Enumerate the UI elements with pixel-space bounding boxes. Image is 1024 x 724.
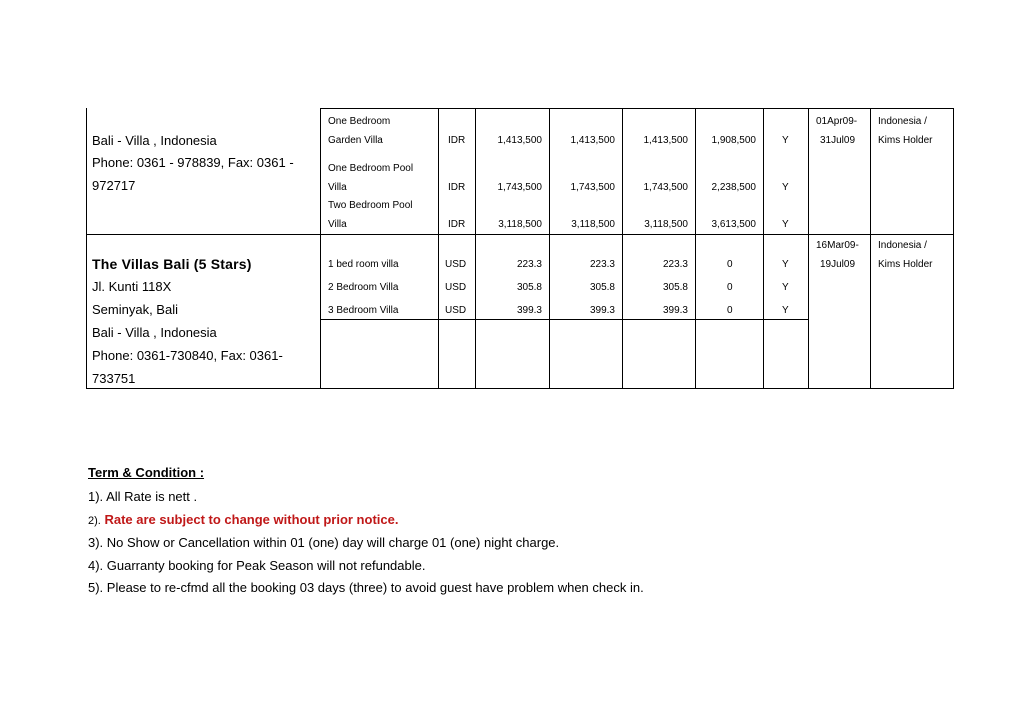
rate-cell: 1,413,500 [497,135,542,146]
hotel2-phone: Phone: 0361-730840, Fax: 0361- [92,348,283,363]
rate-cell: 305.8 [662,282,688,293]
column-divider [320,108,321,388]
rate-cell: 3,613,500 [711,219,756,230]
column-divider [438,108,439,388]
column-divider [549,108,550,388]
terms-item-highlight: Rate are subject to change without prior notice. [104,512,399,527]
hotel2-address: Jl. Kunti 118X [92,279,172,294]
currency: USD [445,259,467,270]
room-name: Villa [328,219,347,230]
hotel2-period-start: 16Mar09- [816,240,859,251]
room-name: 3 Bedroom Villa [328,305,399,316]
row-divider [86,234,954,235]
rate-cell: 223.3 [662,259,688,270]
table-border-right [953,108,954,388]
flag-cell: Y [782,282,789,293]
terms-item-number: 2). [88,515,101,527]
hotel1-market-cont: Kims Holder [878,135,933,146]
rate-cell: 1,743,500 [497,182,542,193]
rate-cell: 399.3 [589,305,615,316]
flag-cell: Y [782,305,789,316]
column-divider [475,108,476,388]
room-name: One Bedroom Pool [328,163,414,174]
flag-cell: Y [782,219,789,230]
terms-item: 4). Guarranty booking for Peak Season will not refundable. [88,558,426,573]
room-name: Villa [328,182,347,193]
hotel2-location: Bali - Villa , Indonesia [92,325,217,340]
rate-cell: 0 [727,259,733,270]
column-divider [695,108,696,388]
rate-cell: 3,118,500 [644,219,688,230]
rate-cell: 399.3 [516,305,542,316]
room-name: Two Bedroom Pool [328,200,413,211]
currency: IDR [448,182,466,193]
room-name: 1 bed room villa [328,259,399,270]
rate-cell: 1,908,500 [711,135,756,146]
row-divider [320,108,954,109]
currency: USD [445,305,467,316]
rate-cell: 223.3 [516,259,542,270]
column-divider [763,108,764,388]
rate-cell: 223.3 [589,259,615,270]
rate-cell: 1,743,500 [643,182,688,193]
flag-cell: Y [782,259,789,270]
flag-cell: Y [782,182,789,193]
column-divider [622,108,623,388]
rate-cell: 1,413,500 [643,135,688,146]
rate-cell: 3,118,500 [571,219,615,230]
table-border-left [86,108,87,388]
hotel1-phone: Phone: 0361 - 978839, Fax: 0361 - [92,155,294,170]
rate-cell: 399.3 [662,305,688,316]
hotel1-phone-cont: 972717 [92,178,136,193]
hotel2-market-cont: Kims Holder [878,259,933,270]
column-divider [808,108,809,388]
rate-cell: 0 [727,282,733,293]
terms-title: Term & Condition : [88,465,205,480]
hotel2-market: Indonesia / [878,240,927,251]
currency: IDR [448,135,466,146]
hotel1-market: Indonesia / [878,116,927,127]
rate-cell: 1,413,500 [570,135,615,146]
rate-cell: 3,118,500 [498,219,542,230]
hotel2-phone-cont: 733751 [92,371,136,386]
currency: IDR [448,219,466,230]
table-border-bottom [86,388,954,389]
terms-item: 1). All Rate is nett . [88,489,198,504]
hotel2-address-city: Seminyak, Bali [92,302,178,317]
row-divider [320,319,808,320]
rate-cell: 305.8 [516,282,542,293]
terms-item [88,512,398,529]
rate-cell: 0 [727,305,733,316]
rate-cell: 305.8 [589,282,615,293]
flag-cell: Y [782,135,789,146]
hotel2-period-end: 19Jul09 [820,259,856,270]
currency: USD [445,282,467,293]
room-name: Garden Villa [328,135,383,146]
hotel2-name: The Villas Bali (5 Stars) [92,256,252,272]
room-name: One Bedroom [328,116,391,127]
terms-item: 5). Please to re-cfmd all the booking 03 days (three) to avoid guest have problem when check in. [88,580,644,595]
hotel1-period-start: 01Apr09- [816,116,858,127]
room-name: 2 Bedroom Villa [328,282,399,293]
column-divider [870,108,871,388]
rate-cell: 2,238,500 [711,182,756,193]
hotel1-period-end: 31Jul09 [820,135,856,146]
hotel1-location: Bali - Villa , Indonesia [92,133,217,148]
rate-cell: 1,743,500 [570,182,615,193]
terms-item: 3). No Show or Cancellation within 01 (one) day will charge 01 (one) night charge. [88,535,560,550]
